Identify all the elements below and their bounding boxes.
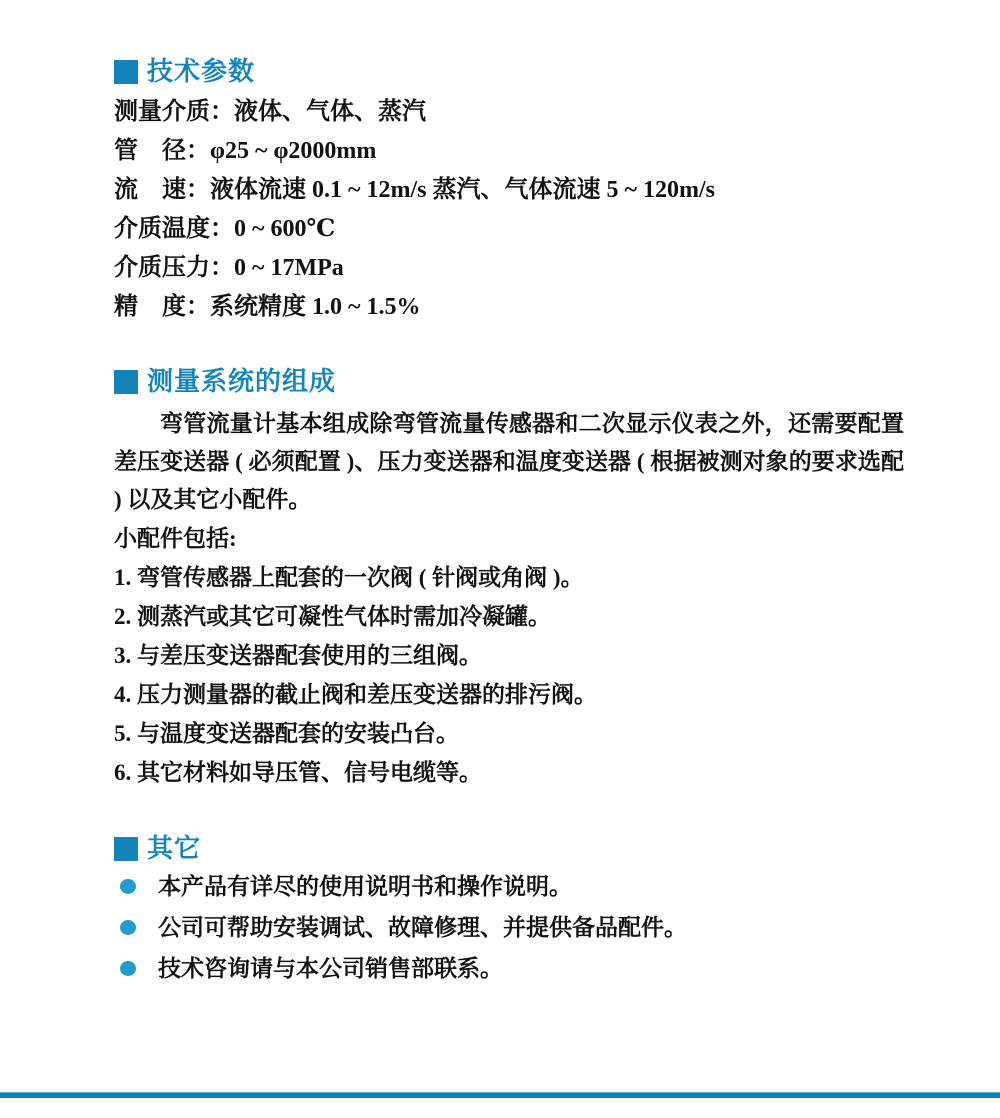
- bullet-text: 公司可帮助安装调试、故障修理、并提供备品配件。: [158, 915, 687, 940]
- composition-paragraph: 弯管流量计基本组成除弯管流量传感器和二次显示仪表之外，还需要配置差压变送器 ( 必须配置 )、压力变送器和温度变送器 ( 根据被测对象的要求选配 ) 以及其它小配件。: [114, 411, 904, 512]
- list-item: 3. 与差压变送器配套使用的三组阀。: [114, 643, 482, 668]
- section-header: [114, 834, 904, 864]
- spec-list: [114, 93, 904, 327]
- blue-square-icon: [114, 60, 138, 84]
- list-item: 2. 测蒸汽或其它可凝性气体时需加冷凝罐。: [114, 604, 551, 629]
- bullet-circle-icon: [120, 961, 136, 976]
- others-bullet-list: [114, 866, 904, 989]
- page-content: [114, 57, 904, 989]
- list-item: 1. 弯管传感器上配套的一次阀 ( 针阀或角阀 )。: [114, 565, 584, 590]
- bullet-row: [114, 866, 904, 907]
- footer-divider-rule: [0, 1092, 1000, 1098]
- accessories-subheading: 小配件包括:: [114, 526, 237, 551]
- section-header: [114, 367, 904, 397]
- section-system-composition: [114, 367, 904, 792]
- spec-line-medium: 测量介质：液体、气体、蒸汽: [114, 99, 426, 125]
- spec-line-pressure: 介质压力：0 ~ 17MPa: [114, 255, 344, 281]
- section-header: [114, 57, 904, 87]
- bullet-text: 技术咨询请与本公司销售部联系。: [158, 956, 503, 981]
- section-title: 其它: [147, 834, 202, 864]
- bullet-circle-icon: [120, 879, 136, 894]
- accessories-list: [114, 558, 904, 792]
- section-technical-parameters: [114, 57, 904, 327]
- section-title: 技术参数: [147, 57, 256, 87]
- spec-line-velocity: 流 速：液体流速 0.1 ~ 12m/s 蒸汽、气体流速 5 ~ 120m/s: [114, 177, 715, 203]
- spec-line-diameter: 管 径：φ25 ~ φ2000mm: [114, 138, 377, 164]
- bullet-row: [114, 948, 904, 989]
- section-others: [114, 834, 904, 989]
- list-item: 4. 压力测量器的截止阀和差压变送器的排污阀。: [114, 682, 597, 707]
- spec-line-temperature: 介质温度：0 ~ 600℃: [114, 216, 336, 242]
- list-item: 6. 其它材料如导压管、信号电缆等。: [114, 760, 482, 785]
- list-item: 5. 与温度变送器配套的安装凸台。: [114, 721, 459, 746]
- bullet-row: [114, 907, 904, 948]
- section-title: 测量系统的组成: [147, 367, 337, 397]
- bullet-circle-icon: [120, 920, 136, 935]
- spec-line-accuracy: 精 度：系统精度 1.0 ~ 1.5%: [114, 294, 421, 320]
- bullet-text: 本产品有详尽的使用说明书和操作说明。: [158, 874, 572, 899]
- blue-square-icon: [114, 837, 138, 861]
- blue-square-icon: [114, 370, 138, 394]
